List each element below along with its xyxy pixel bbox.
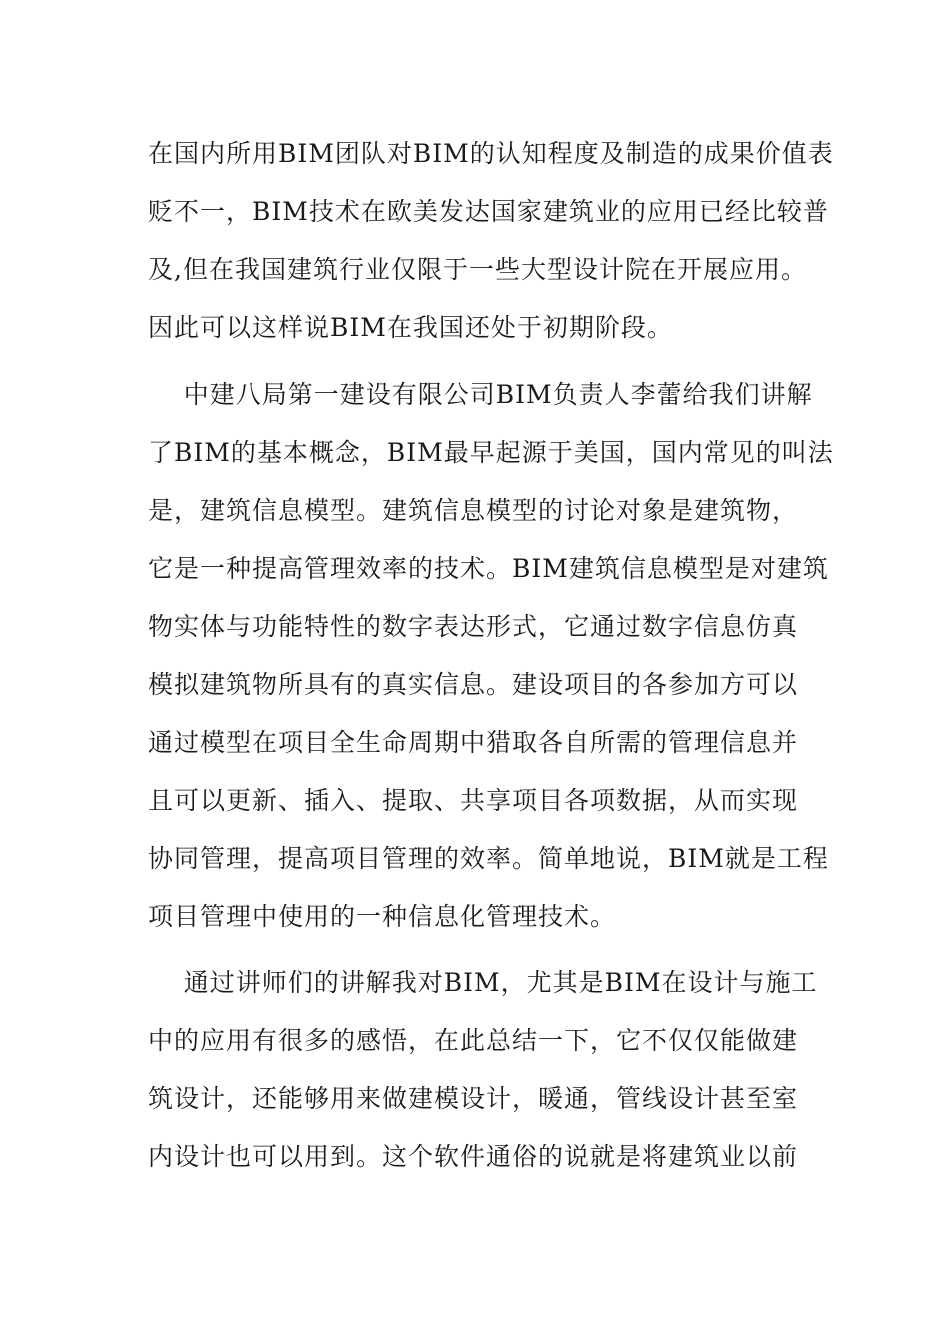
- paragraph-line: 因此可以这样说BIM在我国还处于初期阶段。: [148, 313, 673, 342]
- paragraph-line: 内设计也可以用到。这个软件通俗的说就是将建筑业以前: [148, 1142, 799, 1171]
- paragraph-line: 在国内所用BIM团队对BIM的认知程度及制造的成果价值表: [148, 139, 834, 168]
- paragraph-line: 及,但在我国建筑行业仅限于一些大型设计院在开展应用。: [148, 255, 807, 284]
- paragraph-line: 它是一种提高管理效率的技术。BIM建筑信息模型是对建筑: [148, 554, 829, 583]
- paragraph-line: 模拟建筑物所具有的真实信息。建设项目的各参加方可以: [148, 670, 799, 699]
- paragraph-line: 通过讲师们的讲解我对BIM，尤其是BIM在设计与施工: [148, 968, 818, 997]
- paragraph-line: 筑设计，还能够用来做建模设计，暖通，管线设计甚至室: [148, 1084, 799, 1113]
- paragraph-2: [148, 366, 834, 946]
- paragraph-line: 协同管理，提高项目管理的效率。简单地说，BIM就是工程: [148, 844, 829, 873]
- paragraph-3: [148, 954, 818, 1186]
- paragraph-line: 是，建筑信息模型。建筑信息模型的讨论对象是建筑物，: [148, 496, 799, 525]
- paragraph-line: 中的应用有很多的感悟，在此总结一下，它不仅仅能做建: [148, 1026, 799, 1055]
- paragraph-line: 且可以更新、插入、提取、共享项目各项数据，从而实现: [148, 786, 799, 815]
- paragraph-line: 贬不一，BIM技术在欧美发达国家建筑业的应用已经比较普: [148, 197, 829, 226]
- paragraph-1: [148, 125, 834, 357]
- paragraph-line: 项目管理中使用的一种信息化管理技术。: [148, 902, 617, 931]
- paragraph-line: 通过模型在项目全生命周期中猎取各自所需的管理信息并: [148, 728, 799, 757]
- paragraph-line: 了BIM的基本概念，BIM最早起源于美国，国内常见的叫法: [148, 438, 834, 467]
- paragraph-line: 物实体与功能特性的数字表达形式，它通过数字信息仿真: [148, 612, 799, 641]
- paragraph-line: 中建八局第一建设有限公司BIM负责人李蕾给我们讲解: [148, 380, 813, 409]
